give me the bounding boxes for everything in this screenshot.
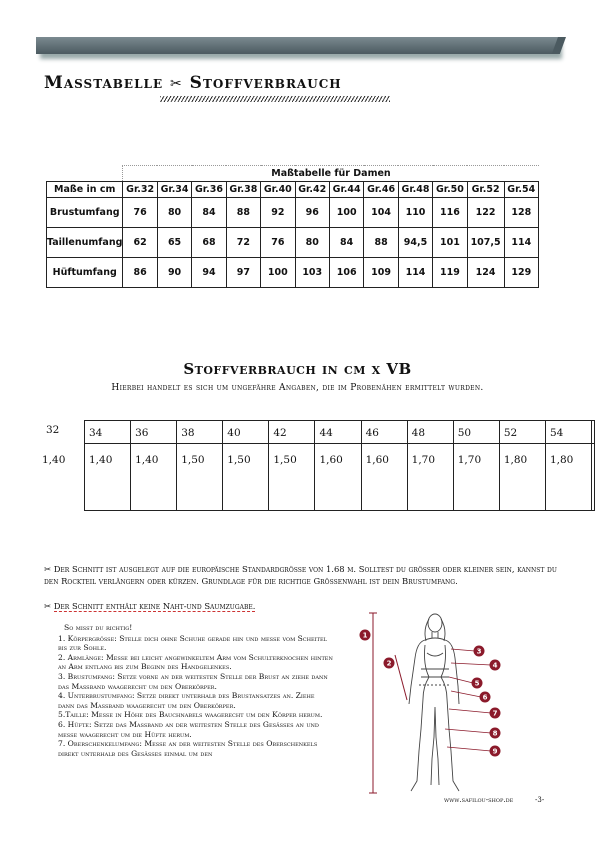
size-table-caption: Maßtabelle für Damen	[123, 166, 539, 182]
fabric-subtitle: Hierbei handelt es sich um ungefähre Angaben, die im Probenähen ermittelt wurden.	[111, 383, 484, 393]
fabric-first-size: 32	[46, 424, 60, 436]
measuring-step: 7. Oberschenkelumfang: Messe an der weitesten Stelle des Oberschenkels direkt unterhalb des Gesässes einmal um den	[58, 739, 318, 758]
note-2-text: Der Schnitt enthält keine Naht-und Saumzugabe.	[53, 601, 256, 611]
fabric-heading: Stoffverbrauch in cm x VB	[183, 360, 412, 378]
measuring-steps	[58, 634, 333, 759]
fabric-value-cell: 1,80	[499, 444, 545, 511]
fabric-size-cell: 36	[131, 421, 177, 444]
size-header-cell: Gr.52	[467, 182, 504, 198]
row-label: Brustumfang	[47, 198, 123, 228]
fabric-value-cell: 1,80	[545, 444, 591, 511]
marker-number: 7	[492, 709, 498, 718]
size-header-cell: Gr.54	[504, 182, 538, 198]
size-value-cell: 129	[504, 258, 538, 288]
fabric-first-value: 1,40	[42, 454, 66, 466]
size-value-cell: 84	[329, 228, 363, 258]
size-table-corner: Maße in cm	[47, 182, 123, 198]
size-value-cell: 100	[329, 198, 363, 228]
measuring-step: 3. Brustumfang: Setze vorne an der weitesten Stelle der Brust an ziehe dann das Massband waagerecht um den Oberkörper.	[58, 671, 328, 691]
size-header-cell: Gr.36	[192, 182, 226, 198]
note-standard-size	[44, 563, 564, 587]
size-header-cell: Gr.42	[295, 182, 329, 198]
measuring-step: 6. Hüfte: Setze das Massband an der weitesten Stelle des Gesässes an und messe waagerecht um die Hüfte herum.	[58, 719, 319, 739]
fabric-value-cell: 1,60	[361, 444, 407, 511]
fabric-size-cell: 34	[85, 421, 131, 444]
size-value-cell: 96	[295, 198, 329, 228]
size-header-cell: Gr.40	[261, 182, 295, 198]
size-value-cell: 116	[433, 198, 467, 228]
size-value-cell: 80	[295, 228, 329, 258]
marker-number: 4	[492, 661, 498, 670]
size-value-cell: 109	[364, 258, 398, 288]
title-left: Masstabelle	[44, 73, 164, 93]
size-value-cell: 90	[157, 258, 191, 288]
measuring-title: So misst du richtig!	[64, 623, 133, 632]
fabric-size-cell: 46	[361, 421, 407, 444]
fabric-table	[84, 420, 595, 511]
size-header-cell: Gr.44	[329, 182, 363, 198]
size-value-cell: 62	[123, 228, 157, 258]
marker-number: 5	[474, 679, 480, 688]
note-1-text: Der Schnitt ist ausgelegt auf die europäische Standardgrösse von 1.68 m. Solltest du grösser oder kleiner sein, kannst du den Rockteil verlängern oder kürzen. Grundlage für die richtige Grössenwahl ist dein Brustumfang.	[44, 564, 557, 586]
size-value-cell: 124	[467, 258, 504, 288]
size-value-cell: 94	[192, 258, 226, 288]
size-value-cell: 76	[261, 228, 295, 258]
marker-number: 9	[492, 747, 498, 756]
scissors-icon: ✂	[44, 601, 52, 611]
header-bar	[36, 37, 558, 54]
fabric-value-cell: 1,50	[269, 444, 315, 511]
size-value-cell: 110	[398, 198, 432, 228]
fabric-value-cell: 1,40	[85, 444, 131, 511]
fabric-value-cell: 1,70	[407, 444, 453, 511]
marker-number: 3	[476, 647, 482, 656]
size-value-cell: 80	[157, 198, 191, 228]
size-value-cell: 84	[192, 198, 226, 228]
measuring-step: 5.Taille: Messe in Höhe des Bauchnabels waagerecht um den Körper herum.	[58, 710, 323, 720]
fabric-table-end	[592, 444, 595, 511]
size-value-cell: 97	[226, 258, 260, 288]
size-value-cell: 76	[123, 198, 157, 228]
fabric-size-cell: 42	[269, 421, 315, 444]
size-value-cell: 101	[433, 228, 467, 258]
size-value-cell: 114	[398, 258, 432, 288]
fabric-size-cell: 54	[545, 421, 591, 444]
fabric-size-cell: 38	[177, 421, 223, 444]
marker-number: 6	[482, 693, 488, 702]
measuring-step: 1. Körpergrösse: Stelle dich ohne Schuhe gerade hin und messe vom Scheitel bis zur Sohle.	[58, 633, 327, 653]
row-label: Taillenumfang	[47, 228, 123, 258]
size-header-cell: Gr.48	[398, 182, 432, 198]
size-value-cell: 103	[295, 258, 329, 288]
marker-number: 1	[362, 631, 368, 640]
title-underline-hatch	[160, 96, 390, 102]
measuring-step: 2. Armlänge: Messe bei leicht angewinkeltem Arm vom Schulterknochen hinten an Arm entlang bis zum Beginn des Handgelenkes.	[58, 652, 333, 672]
size-value-cell: 122	[467, 198, 504, 228]
body-measurement-figure	[355, 605, 515, 797]
fabric-size-cell: 52	[499, 421, 545, 444]
size-value-cell: 86	[123, 258, 157, 288]
size-value-cell: 128	[504, 198, 538, 228]
footer-site: www.safilou-shop.de	[444, 796, 514, 804]
size-header-cell: Gr.38	[226, 182, 260, 198]
fabric-size-cell: 48	[407, 421, 453, 444]
fabric-size-cell: 40	[223, 421, 269, 444]
fabric-value-cell: 1,50	[177, 444, 223, 511]
size-header-cell: Gr.34	[157, 182, 191, 198]
size-header-cell: Gr.46	[364, 182, 398, 198]
fabric-size-cell: 50	[453, 421, 499, 444]
size-value-cell: 94,5	[398, 228, 432, 258]
marker-number: 2	[386, 659, 392, 668]
size-value-cell: 68	[192, 228, 226, 258]
row-label: Hüftumfang	[47, 258, 123, 288]
fabric-size-cell: 44	[315, 421, 361, 444]
fabric-table-end	[592, 421, 595, 444]
size-value-cell: 107,5	[467, 228, 504, 258]
size-value-cell: 88	[364, 228, 398, 258]
marker-number: 8	[492, 729, 498, 738]
size-value-cell: 114	[504, 228, 538, 258]
page-title	[44, 73, 342, 93]
measuring-instructions	[58, 623, 333, 758]
measuring-step: 4. Unterbrustumfang: Setze direkt unterhalb des Brustansatzes an. Ziehe dann das Massband waagerecht um den Oberkörper.	[58, 691, 315, 710]
size-value-cell: 104	[364, 198, 398, 228]
scissors-icon: ✂	[170, 76, 183, 92]
size-table	[46, 165, 539, 288]
size-header-cell: Gr.50	[433, 182, 467, 198]
title-right: Stoffverbrauch	[189, 73, 342, 93]
size-value-cell: 72	[226, 228, 260, 258]
size-value-cell: 119	[433, 258, 467, 288]
size-value-cell: 88	[226, 198, 260, 228]
size-value-cell: 65	[157, 228, 191, 258]
size-value-cell: 100	[261, 258, 295, 288]
fabric-value-cell: 1,40	[131, 444, 177, 511]
page-number: -3-	[535, 796, 545, 804]
size-value-cell: 92	[261, 198, 295, 228]
size-header-cell: Gr.32	[123, 182, 157, 198]
fabric-value-cell: 1,60	[315, 444, 361, 511]
fabric-value-cell: 1,70	[453, 444, 499, 511]
size-value-cell: 106	[329, 258, 363, 288]
fabric-value-cell: 1,50	[223, 444, 269, 511]
scissors-icon: ✂	[44, 564, 52, 574]
